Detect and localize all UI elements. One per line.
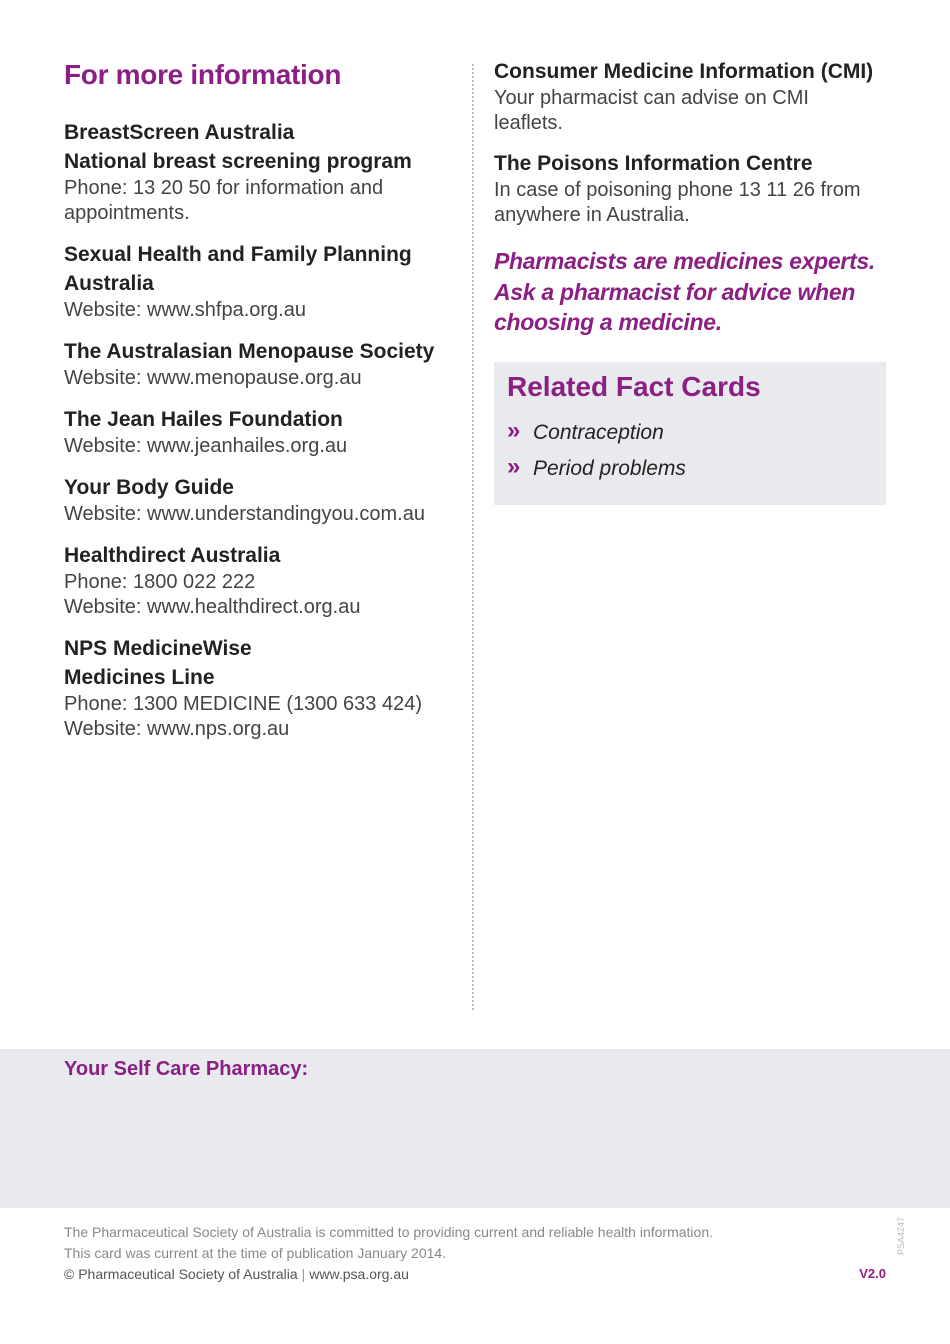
entry-phone: Phone: 1800 022 222: [64, 570, 256, 593]
entry-detail: leaflets.: [494, 112, 563, 134]
contact-entry-menopause-society: [64, 337, 459, 391]
version-label: V2.0: [859, 1266, 886, 1281]
entry-detail: In case of poisoning phone 13 11 26 from: [494, 179, 861, 201]
poisons-entry: [494, 150, 886, 228]
double-chevron-right-icon: »: [507, 416, 521, 444]
entry-website: Website: www.understandingyou.com.au: [64, 502, 425, 525]
footer-publication-date: This card was current at the time of publication January 2014.: [64, 1245, 447, 1261]
fact-card-link-period-problems[interactable]: [507, 451, 872, 487]
entry-website: Website: www.menopause.org.au: [64, 366, 362, 389]
footer-copyright-line: [64, 1264, 886, 1285]
entry-detail: appointments.: [64, 201, 190, 224]
entry-detail: anywhere in Australia.: [494, 204, 690, 226]
related-fact-cards-title: Related Fact Cards: [507, 370, 761, 402]
entry-title: The Australasian Menopause Society: [64, 339, 435, 363]
entry-detail: Phone: 13 20 50 for information and: [64, 176, 384, 199]
tagline-line: Ask a pharmacist for advice when: [494, 278, 856, 305]
tagline-line: Pharmacists are medicines experts.: [494, 248, 876, 274]
entry-website: Website: www.shfpa.org.au: [64, 298, 306, 321]
fact-card-label: Contraception: [533, 420, 664, 444]
contact-entry-shfpa: [64, 240, 459, 323]
document-code: PSA4247: [896, 1216, 906, 1255]
entry-detail: Your pharmacist can advise on CMI: [494, 87, 809, 109]
double-chevron-right-icon: »: [507, 452, 521, 480]
footer: [64, 1222, 886, 1285]
cmi-entry: [494, 58, 886, 136]
pharmacy-label: Your Self Care Pharmacy:: [64, 1058, 309, 1080]
entry-title: Your Body Guide: [64, 475, 234, 499]
website-link[interactable]: www.psa.org.au: [309, 1266, 409, 1282]
contact-entry-healthdirect: [64, 541, 459, 620]
entry-title: NPS MedicineWise: [64, 636, 252, 660]
contact-entry-nps: [64, 634, 459, 742]
entry-website: Website: www.nps.org.au: [64, 717, 290, 740]
fact-card-label: Period problems: [533, 456, 686, 480]
entry-title: Medicines Line: [64, 665, 215, 689]
entry-title: Consumer Medicine Information (CMI): [494, 60, 874, 83]
entry-title: Australia: [64, 271, 154, 295]
entry-title: The Poisons Information Centre: [494, 152, 813, 175]
entry-title: Healthdirect Australia: [64, 543, 281, 567]
column-divider: [472, 64, 474, 1010]
entry-title: Sexual Health and Family Planning: [64, 242, 412, 266]
right-column: [494, 58, 886, 505]
more-information-heading: For more information: [64, 59, 342, 90]
entry-website: Website: www.jeanhailes.org.au: [64, 434, 348, 457]
related-fact-cards-panel: [494, 362, 886, 505]
pharmacist-tagline: [494, 246, 886, 338]
entry-title: The Jean Hailes Foundation: [64, 407, 343, 431]
separator: |: [301, 1266, 306, 1282]
entry-title: National breast screening program: [64, 149, 412, 173]
contact-entry-breastscreen: [64, 118, 459, 226]
entry-website: Website: www.healthdirect.org.au: [64, 595, 361, 618]
entry-title: BreastScreen Australia: [64, 120, 295, 144]
more-information-column: [64, 58, 459, 756]
tagline-line: choosing a medicine.: [494, 309, 722, 335]
entry-phone: Phone: 1300 MEDICINE (1300 633 424): [64, 692, 422, 715]
contact-entry-jean-hailes: [64, 405, 459, 459]
copyright-text: © Pharmaceutical Society of Australia: [64, 1266, 298, 1282]
footer-disclaimer: The Pharmaceutical Society of Australia is committed to providing current and reliable health information.: [64, 1224, 713, 1240]
fact-card-link-contraception[interactable]: [507, 415, 872, 451]
contact-entry-body-guide: [64, 473, 459, 527]
